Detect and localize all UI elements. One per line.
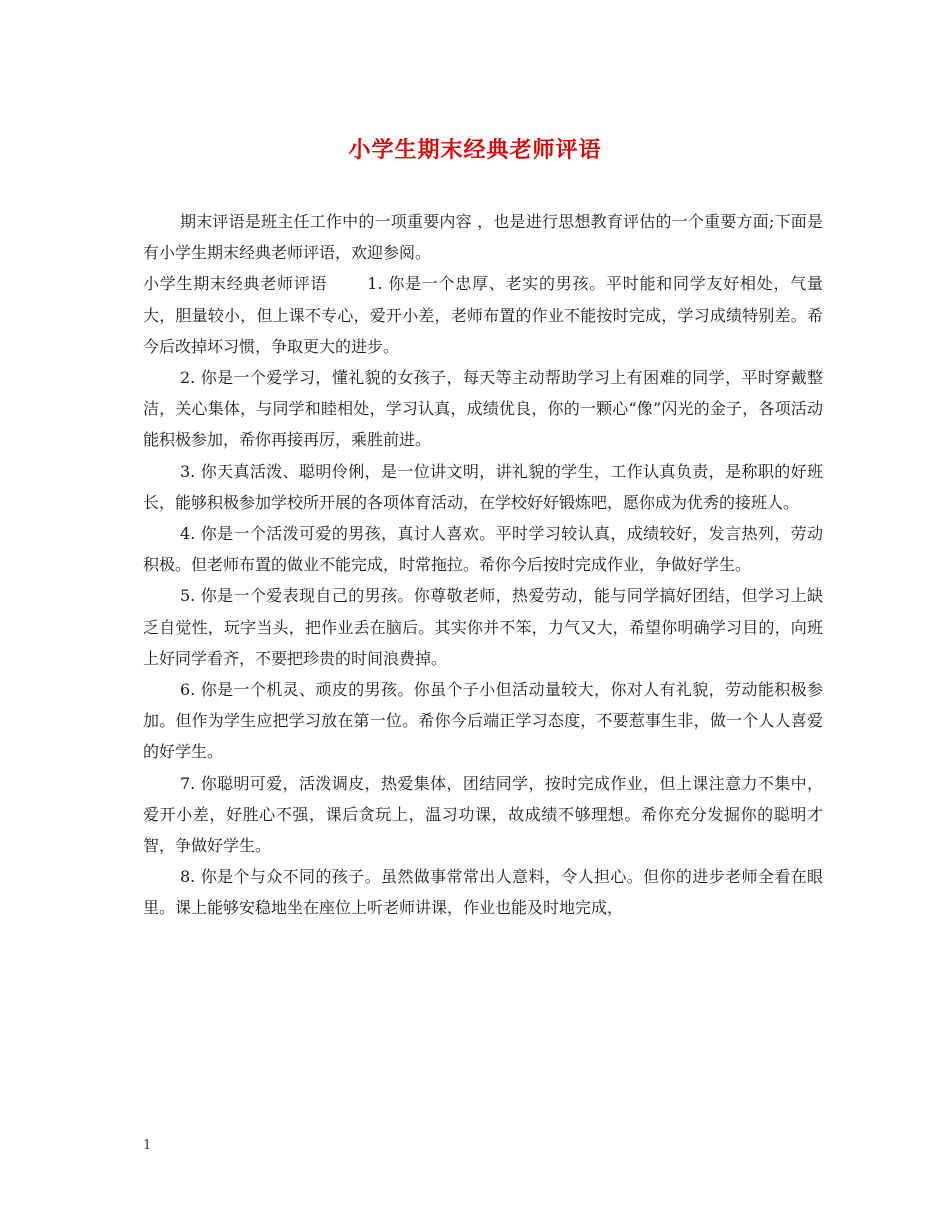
section-label: 小学生期末经典老师评语: [143, 274, 328, 294]
comment-item-4: 4. 你是一个活泼可爱的男孩，真讨人喜欢。平时学习较认真，成绩较好，发言热列，劳动积极。但老师布置的做业不能完成，时常拖拉。希你今后按时完成作业，争做好学生。: [143, 524, 823, 575]
comment-item-8: 8. 你是个与众不同的孩子。虽然做事常常出人意料，令人担心。但你的进步老师全看在眼里。课上能够安稳地坐在座位上听老师讲课，作业也能及时地完成，: [143, 867, 823, 918]
intro-paragraph: 期末评语是班主任工作中的一项重要内容 ，也是进行思想教育评估的一个重要方面;下面是有小学生期末经典老师评语，欢迎参阅。: [143, 212, 823, 263]
comment-item-5: 5. 你是一个爱表现自己的男孩。你尊敬老师，热爱劳动，能与同学搞好团结，但学习上缺乏自觉性，玩字当头，把作业丢在脑后。其实你并不笨，力气又大，希望你明确学习目的，向班上好同学看齐，不要把珍贵的时间浪费掉。: [143, 586, 823, 668]
comment-item-7: 7. 你聪明可爱，活泼调皮，热爱集体，团结同学，按时完成作业，但上课注意力不集中，爱开小差，好胜心不强，课后贪玩上，温习功课，故成绩不够理想。希你充分发掘你的聪明才智，争做好学生。: [143, 773, 823, 856]
page-number: 1: [143, 1138, 152, 1153]
comment-item-2: 2. 你是一个爱学习，懂礼貌的女孩子，每天等主动帮助学习上有困难的同学，平时穿戴整洁，关心集体，与同学和睦相处，学习认真，成绩优良，你的一颗心“像”闪光的金子，各项活动能积极参加，希你再接再厉，乘胜前进。: [143, 368, 823, 450]
document-body: [143, 206, 823, 924]
comment-item-1-paragraph: [143, 268, 823, 362]
comment-item-3: 3. 你天真活泼、聪明伶俐，是一位讲文明，讲礼貌的学生，工作认真负责，是称职的好班长，能够积极参加学校所开展的各项体育活动，在学校好好锻炼吧，愿你成为优秀的接班人。: [143, 461, 823, 512]
document-title: 小学生期末经典老师评语: [348, 137, 602, 163]
comment-item-1: 1. 你是一个忠厚、老实的男孩。平时能和同学友好相处，气量大，胆量较小，但上课不专心，爱开小差，老师布置的作业不能按时完成，学习成绩特别差。希今后改掉坏习惯，争取更大的进步。: [143, 274, 823, 356]
comment-item-6: 6. 你是一个机灵、顽皮的男孩。你虽个子小但活动量较大，你对人有礼貌，劳动能积极参加。但作为学生应把学习放在第一位。希你今后端正学习态度，不要惹事生非，做一个人人喜爱的好学生。: [143, 680, 823, 762]
